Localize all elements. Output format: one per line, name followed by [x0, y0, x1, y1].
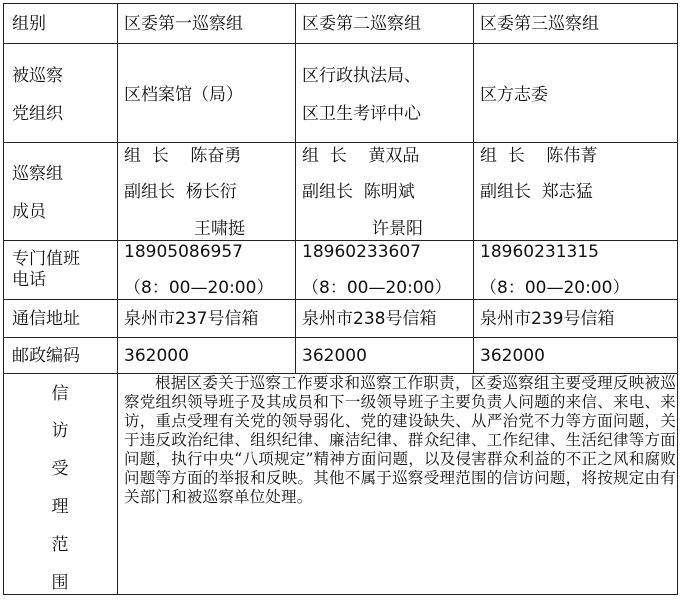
group2-hours: （8：00—20:00） — [302, 278, 452, 298]
header-group3: 区委第三巡察组 — [480, 14, 599, 34]
target-group1: 区档案馆（局） — [124, 85, 243, 105]
col-divider — [295, 3, 296, 374]
group3-postcode: 362000 — [480, 346, 545, 366]
row-divider — [3, 299, 677, 300]
phone-label-line1: 专门值班 — [12, 249, 80, 269]
table-border-left — [3, 3, 4, 595]
group2-address: 泉州市238号信箱 — [302, 309, 437, 329]
address-label: 通信地址 — [12, 309, 80, 329]
group1-address: 泉州市237号信箱 — [124, 309, 259, 329]
target-group3: 区方志委 — [480, 85, 548, 105]
col-divider — [473, 3, 474, 374]
members-label-line2: 成员 — [12, 202, 46, 222]
header-group1: 区委第一巡察组 — [124, 14, 243, 34]
row-divider — [3, 43, 677, 44]
group1-member: 王啸挺 — [194, 219, 245, 239]
scope-label-char: 理 — [51, 497, 69, 517]
scope-label-char: 围 — [51, 573, 69, 593]
scope-label-char: 范 — [51, 535, 69, 555]
group1-leader: 组 长 陈奋勇 — [124, 146, 242, 166]
header-group2: 区委第二巡察组 — [302, 14, 421, 34]
scope-paragraph: 根据区委关于巡察工作要求和巡察工作职责，区委巡察组主要受理反映被巡察党组织领导班子及其成员和下一级领导班子主要负责人问题的来信、来电、来访，重点受理有关党的领导弱化、党的建设缺失、从严治党不力等方面问题，关于违反政治纪律、组织纪律、廉洁纪律、群众纪律、工作纪律、生活纪律等方面问题，执行中央“八项规定”精神方面问题，以及侵害群众利益的不正之风和腐败问题等方面的举报和反映。其他不属于巡察受理范围的信访问题，将按规定由有关部门和被巡察单位处理。 — [124, 374, 676, 506]
target-group2-line1: 区行政执法局、 — [302, 66, 421, 86]
target-label-line2: 党组织 — [12, 104, 63, 124]
scope-label-char: 受 — [51, 459, 69, 479]
group1-hours: （8：00—20:00） — [124, 278, 274, 298]
group2-phone: 18960233607 — [302, 242, 421, 262]
scope-label-char: 信 — [51, 384, 69, 404]
group3-deputy: 副组长 郑志猛 — [480, 182, 593, 202]
group1-postcode: 362000 — [124, 346, 189, 366]
table-border-top — [3, 3, 677, 4]
members-label-line1: 巡察组 — [12, 164, 63, 184]
group3-address: 泉州市239号信箱 — [480, 309, 615, 329]
scope-label-char: 访 — [51, 421, 69, 441]
row-divider — [3, 142, 677, 143]
phone-label-line2: 电话 — [12, 270, 46, 290]
postcode-label: 邮政编码 — [12, 346, 80, 366]
group3-leader: 组 长 陈伟菁 — [480, 146, 598, 166]
table-border-bottom — [3, 594, 677, 595]
row-divider — [3, 337, 677, 338]
col-divider — [117, 3, 118, 595]
target-group2-line2: 区卫生考评中心 — [302, 104, 421, 124]
table-border-right — [677, 3, 678, 595]
group2-leader: 组 长 黄双品 — [302, 146, 420, 166]
header-label: 组别 — [12, 14, 46, 34]
group1-phone: 18905086957 — [124, 242, 243, 262]
row-divider — [3, 240, 677, 241]
group2-postcode: 362000 — [302, 346, 367, 366]
target-label-line1: 被巡察 — [12, 66, 63, 86]
group3-hours: （8：00—20:00） — [480, 278, 630, 298]
group3-phone: 18960231315 — [480, 242, 599, 262]
group2-deputy: 副组长 陈明斌 — [302, 182, 415, 202]
group1-deputy: 副组长 杨长衍 — [124, 182, 237, 202]
group2-member: 许景阳 — [372, 219, 423, 239]
